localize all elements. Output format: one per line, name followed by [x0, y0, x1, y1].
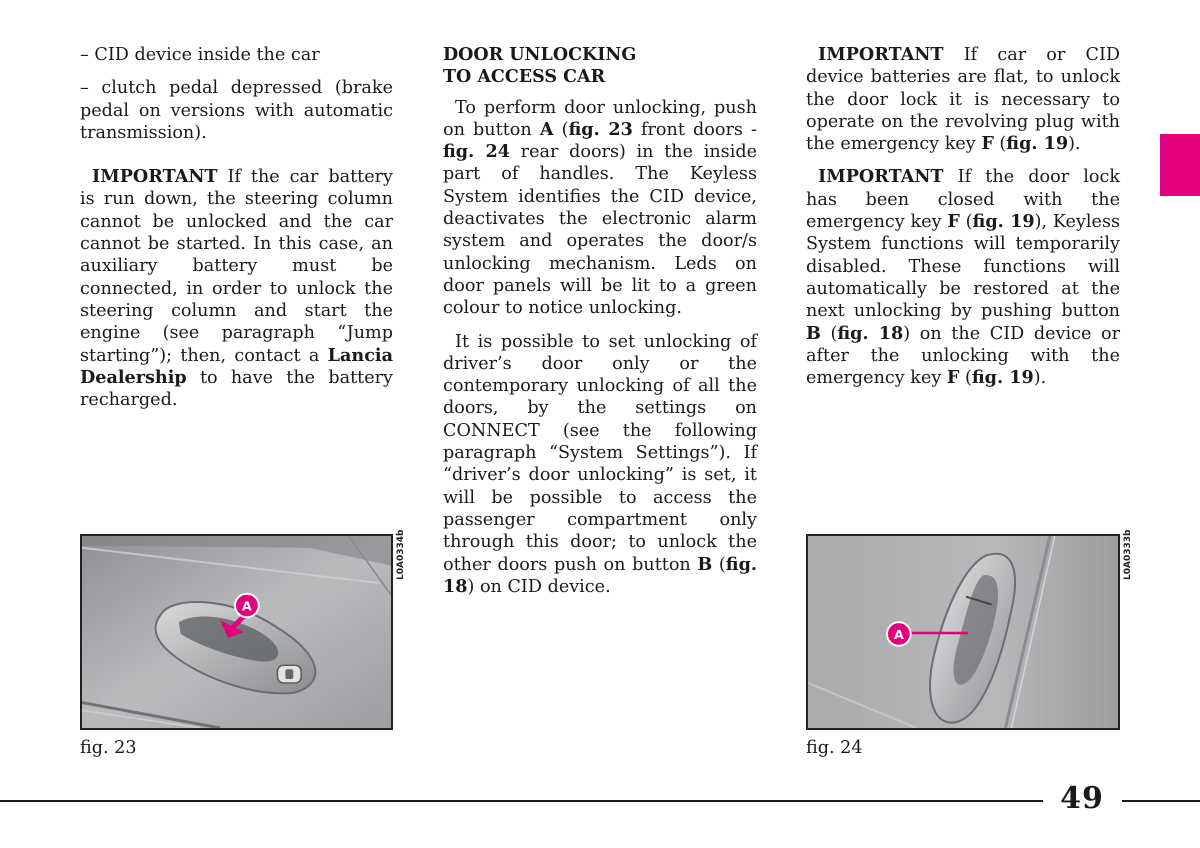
list-item: – CID device inside the car: [80, 45, 320, 65]
paragraph: IMPORTANT If car or CID device batteries are flat, to unlock the door lock it is necessary to operate on the revolving plug with the emergency key F (fig. 19).: [806, 44, 1120, 155]
figure-24-rear-door-handle: [806, 534, 1120, 730]
section-tab: [1160, 134, 1200, 196]
marker-a: A: [241, 599, 252, 615]
figure-code: L0A0334b: [396, 529, 406, 580]
rear-door-handle-illustration: [808, 536, 1118, 728]
figure-23-front-door-handle: [80, 534, 393, 730]
paragraph: IMPORTANT If the car battery is run down, the steering column cannot be unlocked and the car cannot be started. In this case, an auxiliary battery must be connected, in order to unlock the steering column and start the engine (see paragraph “Jump starting”); then, contact a Lancia Dealership to have the battery recharged.: [80, 166, 393, 411]
list-item: – clutch pedal depressed (brake pedal on versions with automatic transmission).: [80, 78, 393, 143]
figure-code: L0A0333b: [1123, 529, 1133, 580]
paragraph: It is possible to set unlocking of driver’s door only or the contemporary unlocking of all the doors, by the settings on CONNECT (see the following paragraph “System Settings”). If “driver’s door unlocking” is set, it will be possible to access the passenger compartment only through this door; to unlock the other doors push on button B (fig. 18) on CID device.: [443, 331, 757, 597]
paragraph: IMPORTANT If the door lock has been closed with the emergency key F (fig. 19), Keyless System functions will temporarily disabled. These functions will automatically be restored at the next unlocking by pushing button B (fig. 18) on the CID device or after the unlocking with the emergency key F (fig. 19).: [806, 166, 1121, 389]
page-number: 49: [1060, 781, 1104, 816]
paragraph: To perform door unlocking, push on button A (fig. 23 front doors - fig. 24 rear doors) in the inside part of handles. The Keyless System identifies the CID device, deactivates the electronic alarm system and operates the door/s unlocking mechanism. Leds on door panels will be lit to a green colour to notice unlocking.: [443, 97, 758, 319]
section-heading: DOOR UNLOCKING TO ACCESS CAR: [443, 45, 637, 88]
figure-caption: fig. 24: [806, 738, 863, 758]
column-middle: [443, 44, 757, 609]
column-right: [806, 44, 1120, 400]
footer-rule-left: [0, 800, 1043, 802]
marker-a: A: [893, 627, 904, 643]
front-door-handle-illustration: [82, 536, 391, 728]
footer-rule-right: [1122, 800, 1200, 802]
column-left: [80, 44, 393, 422]
figure-caption: fig. 23: [80, 738, 137, 758]
